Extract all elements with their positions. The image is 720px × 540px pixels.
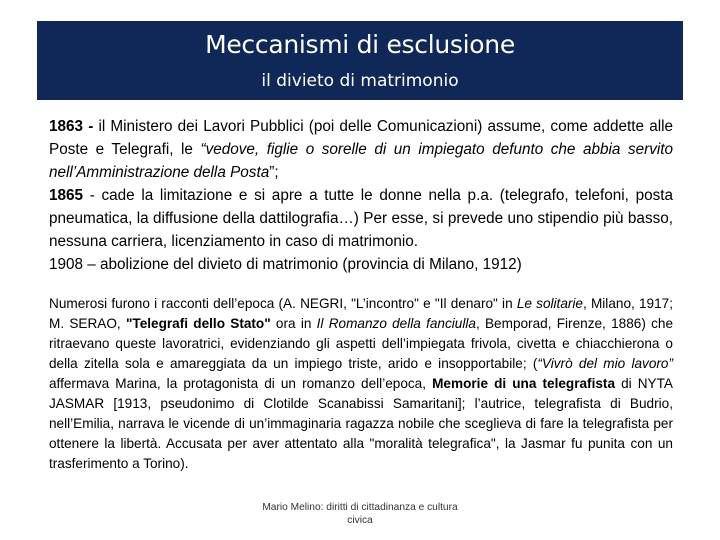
text-1908: 1908 – abolizione del divieto di matrimonio (provincia di Milano, 1912) xyxy=(49,256,522,273)
title-banner xyxy=(37,21,683,100)
book-title-memorie: Memorie di una telegrafista xyxy=(432,376,616,391)
racconti-text-3: ora in xyxy=(270,316,317,331)
paragraph-racconti xyxy=(49,294,673,474)
main-text-block xyxy=(49,115,673,276)
text-1865: - cade la limitazione e si apre a tutte le donne nella p.a. (telegrafo, telefoni, posta pneumatica, la diffusione della dattilografia…) Per esse, si prevede uno stipendio più basso, nessuna carriera, licenziamento in caso di matrimonio. xyxy=(49,187,673,250)
slide-subtitle: il divieto di matrimonio xyxy=(261,71,459,91)
racconti-text-5: affermava Marina, la protagonista di un romanzo dell’epoca, xyxy=(49,376,433,391)
text-1863: il Ministero dei Lavori Pubblici (poi delle Comunicazioni) assume, come addette alle Poste e Telegrafi, le xyxy=(49,118,674,158)
quote-end-1863: ”; xyxy=(269,164,279,181)
slide-title: Meccanismi di esclusione xyxy=(205,30,515,59)
paragraph-1863 xyxy=(49,115,673,184)
racconti-text-2: , Milano, 1917; M. SERAO, xyxy=(49,296,673,331)
racconti-text-1: Numerosi furono i racconti dell’epoca (A. NEGRI, "L’incontro" e "Il denaro" in xyxy=(49,296,517,311)
book-title-romanzo: Il Romanzo della fanciulla xyxy=(316,316,476,331)
book-title-solitarie: Le solitarie xyxy=(516,296,583,311)
year-1863: 1863 - xyxy=(49,118,94,135)
quote-1863: “vedove, figlie o sorelle di un impiegato defunto che abbia servito nell’Amministrazione della Posta xyxy=(49,141,673,181)
paragraph-1908 xyxy=(49,253,673,276)
story-title-telegrafi: "Telegrafi dello Stato" xyxy=(125,316,271,331)
quote-vivro: “Vivrò del mio lavoro” xyxy=(537,356,673,371)
paragraph-1865 xyxy=(49,184,673,253)
year-1865: 1865 xyxy=(49,187,84,204)
secondary-text-block xyxy=(49,294,673,474)
racconti-text-4: , Bemporad, Firenze, 1886) che ritraevano queste lavoratrici, evidenziando gli aspetti dell’impiegata frivola, civetta e chiacchierona o della zitella sola e amareggiata da un impiego triste, arido e insopportabile; ( xyxy=(49,316,673,371)
slide-footer: Mario Melino: diritti di cittadinanza e cultura civica xyxy=(262,502,458,526)
racconti-text-6: di NYTA JASMAR [1913, pseudonimo di Clotilde Scanabissi Samaritani]; l’autrice, telegrafista di Budrio, nell’Emilia, narrava le vicende di un’immaginaria ragazza nobile che sceglieva di fare la telegrafista per ottenere la libertà. Accusata per aver attentato alla "moralità telegrafica", la Jasmar fu punita con un trasferimento a Torino). xyxy=(49,376,673,471)
